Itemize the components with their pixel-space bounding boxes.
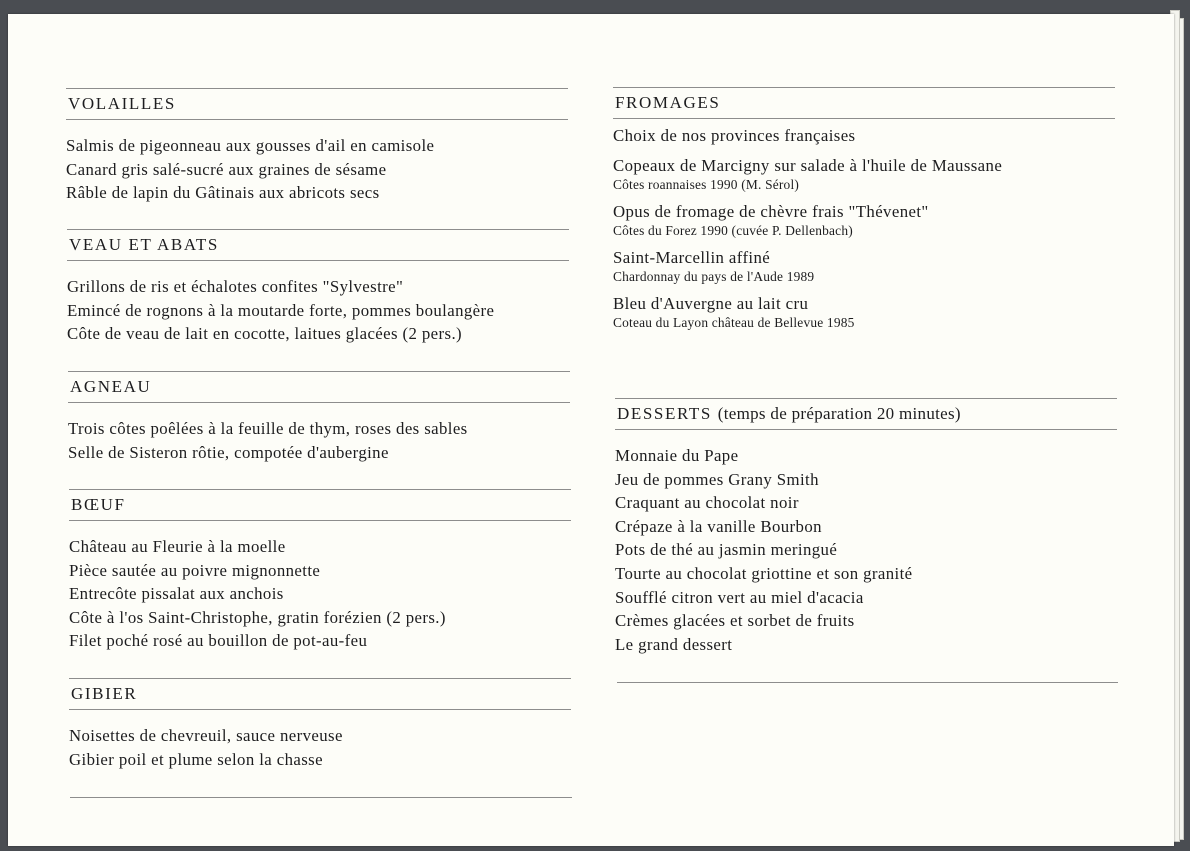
menu-item: Râble de lapin du Gâtinais aux abricots secs	[66, 183, 380, 203]
section-veau-et-abats	[67, 229, 569, 346]
section-volailles	[66, 88, 568, 205]
section-desserts	[615, 398, 1117, 656]
menu-item: Entrecôte pissalat aux anchois	[69, 584, 284, 604]
section-rule	[613, 118, 1115, 119]
cheese-item	[613, 247, 1115, 285]
menu-item: Gibier poil et plume selon la chasse	[69, 749, 323, 769]
cheese-name: Copeaux de Marcigny sur salade à l'huile de Maussane	[613, 156, 1003, 175]
section-rule	[615, 429, 1117, 430]
section-fromages	[613, 87, 1115, 339]
dessert-list	[615, 444, 1117, 656]
menu-item: Jeu de pommes Grany Smith	[615, 469, 819, 489]
menu-item: Salmis de pigeonneau aux gousses d'ail en camisole	[66, 136, 435, 155]
menu-item: Noisettes de chevreuil, sauce nerveuse	[69, 726, 343, 745]
dish-list	[67, 275, 569, 346]
menu-item: Crépaze à la vanille Bourbon	[615, 516, 822, 536]
section-title: GIBIER	[71, 684, 138, 703]
cheese-name: Opus de fromage de chèvre frais "Thévenet"	[613, 202, 929, 221]
section-title: FROMAGES	[615, 93, 721, 112]
menu-item: Soufflé citron vert au miel d'acacia	[615, 587, 864, 607]
section-title: VEAU ET ABATS	[69, 235, 219, 254]
section-title: BŒUF	[71, 495, 126, 514]
section-gibier	[69, 678, 571, 771]
section-title-text: DESSERTS	[617, 404, 712, 423]
section-rule	[67, 260, 569, 261]
dish-list	[66, 134, 568, 205]
menu-item: Pots de thé au jasmin meringué	[615, 540, 838, 560]
menu-item: Crèmes glacées et sorbet de fruits	[615, 611, 855, 631]
wine-pairing: Côtes du Forez 1990 (cuvée P. Dellenbach)	[613, 223, 853, 238]
dish-list	[69, 535, 571, 653]
dish-list	[69, 724, 571, 771]
cheese-item	[613, 125, 1115, 147]
menu-item: Selle de Sisteron rôtie, compotée d'aubergine	[68, 442, 389, 462]
section-rule	[69, 520, 571, 521]
cheese-name: Saint-Marcellin affiné	[613, 248, 771, 267]
menu-item: Le grand dessert	[615, 634, 733, 654]
bottom-rule-left	[70, 797, 572, 798]
menu-item: Tourte au chocolat griottine et son granité	[615, 563, 913, 583]
wine-pairing: Chardonnay du pays de l'Aude 1989	[613, 269, 815, 284]
section-boeuf	[69, 489, 571, 653]
section-rule	[68, 402, 570, 403]
menu-item: Château au Fleurie à la moelle	[69, 537, 286, 556]
cheese-name: Bleu d'Auvergne au lait cru	[613, 294, 809, 313]
menu-item: Monnaie du Pape	[615, 446, 739, 465]
section-title: VOLAILLES	[68, 94, 176, 113]
section-rule	[66, 119, 568, 120]
menu-item: Emincé de rognons à la moutarde forte, pommes boulangère	[67, 300, 495, 320]
menu-card	[8, 14, 1174, 846]
menu-item: Grillons de ris et échalotes confites "Sylvestre"	[67, 277, 404, 296]
section-title	[615, 399, 1117, 429]
menu-item: Canard gris salé-sucré aux graines de sésame	[66, 159, 387, 179]
menu-item: Filet poché rosé au bouillon de pot-au-feu	[69, 631, 368, 651]
cheese-item	[613, 293, 1115, 331]
bottom-rule-right	[617, 682, 1118, 683]
menu-item: Trois côtes poêlées à la feuille de thym, roses des sables	[68, 419, 468, 438]
cheese-item	[613, 155, 1115, 193]
wine-pairing: Côtes roannaises 1990 (M. Sérol)	[613, 177, 800, 192]
menu-item: Côte de veau de lait en cocotte, laitues glacées (2 pers.)	[67, 324, 463, 344]
wine-pairing: Coteau du Layon château de Bellevue 1985	[613, 315, 855, 330]
dish-list	[68, 417, 570, 464]
cheese-item	[613, 201, 1115, 239]
section-title: AGNEAU	[70, 377, 152, 396]
cheese-list	[613, 125, 1115, 331]
cheese-name: Choix de nos provinces françaises	[613, 126, 856, 145]
section-rule	[69, 709, 571, 710]
menu-item: Craquant au chocolat noir	[615, 493, 799, 513]
preparation-time-note: (temps de préparation 20 minutes)	[717, 404, 961, 423]
menu-item: Côte à l'os Saint-Christophe, gratin forézien (2 pers.)	[69, 607, 446, 627]
section-agneau	[68, 371, 570, 464]
menu-item: Pièce sautée au poivre mignonnette	[69, 560, 321, 580]
